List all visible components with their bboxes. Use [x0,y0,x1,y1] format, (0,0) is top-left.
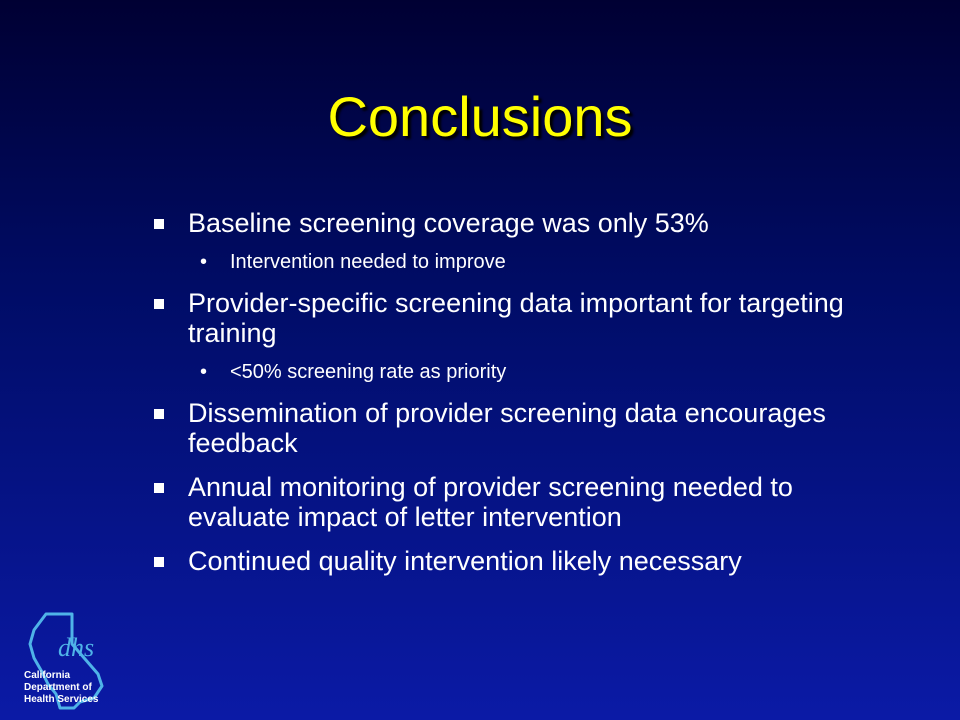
slide-title: Conclusions [327,85,633,148]
square-bullet-icon [154,219,164,229]
dot-bullet-icon: • [200,251,208,273]
sub-bullet-item [150,360,870,384]
square-bullet-icon [154,299,164,309]
bullet-item [150,398,870,458]
bullet-item [150,472,870,532]
logo-line-1: California [24,670,71,681]
square-bullet-icon [154,483,164,493]
sub-bullet-text: Intervention needed to improve [230,251,506,273]
bullet-item [150,546,870,576]
bullet-text: Baseline screening coverage was only 53% [188,208,709,238]
sub-bullet-text: <50% screening rate as priority [230,361,507,383]
bullet-text: Provider-specific screening data important for targeting training [188,288,844,348]
bullet-item [150,288,870,348]
bullet-item [150,208,870,238]
bullet-text: Annual monitoring of provider screening needed to evaluate impact of letter intervention [188,472,793,532]
bullet-list [150,208,870,590]
logo-line-3: Health Services [24,694,99,705]
logo-caption [24,670,99,706]
square-bullet-icon [154,409,164,419]
bullet-text: Dissemination of provider screening data encourages feedback [188,398,826,458]
bullet-text: Continued quality intervention likely necessary [188,546,742,576]
logo-line-2: Department of [24,682,92,693]
sub-bullet-item [150,250,870,274]
logo-initials: dhs [58,633,95,662]
square-bullet-icon [154,557,164,567]
dot-bullet-icon: • [200,361,208,383]
